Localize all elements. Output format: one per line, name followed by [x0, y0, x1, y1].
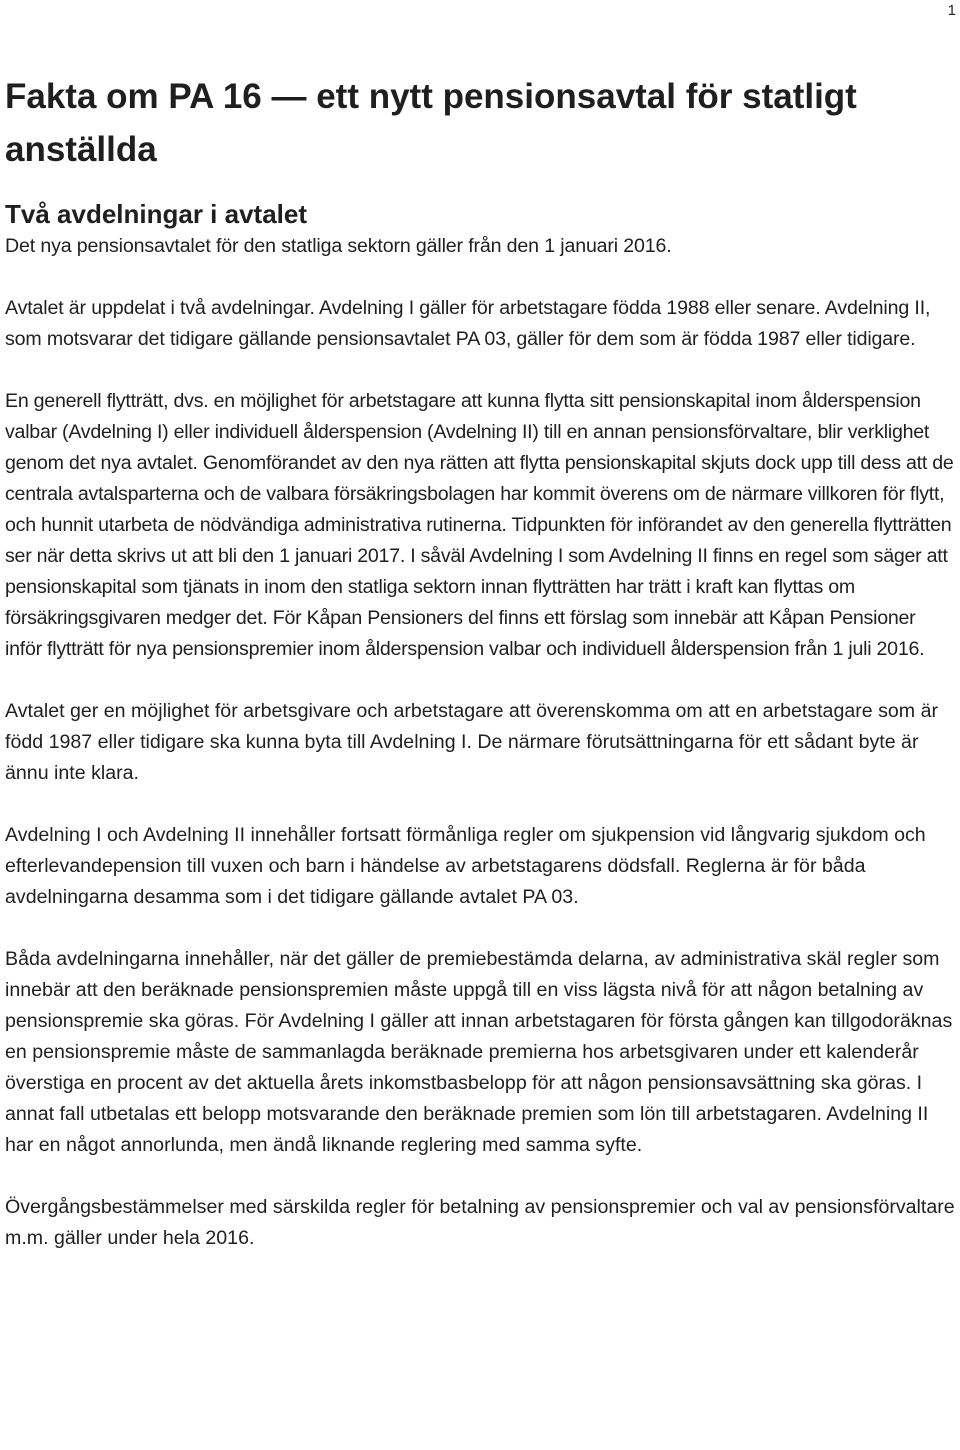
document-title: Fakta om PA 16 — ett nytt pensionsavtal för statligt anställda: [5, 77, 857, 169]
paragraph-transfer-right: En generell flytträtt, dvs. en möjlighet för arbetstagare att kunna flytta sitt pensionskapital inom ålderspension valbar (Avdelning I) eller individuell ålderspension (Avdelning II) till en annan pensionsförvaltare, blir verklighet genom det nya avtalet. Genomförandet av den nya rätten att flytta pensionskapital skjuts dock upp till dess att de centrala avtalsparterna och de valbara försäkringsbolagen har kommit överens om de närmare villkoren för flytt, och hunnit utarbeta de nödvändiga administrativa rutinerna. Tidpunkten för införandet av den generella flytträtten ser när detta skrivs ut att bli den 1 januari 2017. I såväl Avdelning I som Avdelning II finns en regel som säger att pensionskapital som tjänats in inom den statliga sektorn innan flytträtten har trätt i kraft kan flyttas om försäkringsgivaren medger det. För Kåpan Pensioners del finns ett förslag som innebär att Kåpan Pensioner inför flytträtt för nya pensionspremier inom ålderspension valbar och individuell ålderspension från 1 juli 2016.: [5, 390, 954, 660]
page-number: 1: [947, 2, 956, 19]
paragraph-transitional-rules: Övergångsbestämmelser med särskilda regler för betalning av pensionspremier och val av pensionsförvaltare m.m. gäller under hela 2016.: [5, 1196, 955, 1249]
paragraph-intro: Det nya pensionsavtalet för den statliga sektorn gäller från den 1 januari 2016.: [5, 235, 672, 257]
section-heading: Två avdelningar i avtalet: [5, 199, 308, 229]
paragraph-sickness-survivor: Avdelning I och Avdelning II innehåller fortsatt förmånliga regler om sjukpension vid långvarig sjukdom och efterlevandepension till vuxen och barn i händelse av arbetstagarens dödsfall. Reglerna är för båda avdelningarna desamma som i det tidigare gällande avtalet PA 03.: [5, 824, 926, 908]
paragraph-divisions: Avtalet är uppdelat i två avdelningar. Avdelning I gäller för arbetstagare födda 1988 eller senare. Avdelning II, som motsvarar det tidigare gällande pensionsavtalet PA 03, gäller för dem som är födda 1987 eller tidigare.: [5, 297, 931, 350]
paragraph-minimum-premium: Båda avdelningarna innehåller, när det gäller de premiebestämda delarna, av administrativa skäl regler som innebär att den beräknade pensionspremien måste uppgå till en viss lägsta nivå för att någon betalning av pensionspremie ska göras. För Avdelning I gäller att innan arbetstagaren för första gången kan tillgodoräknas en pensionspremie måste de sammanlagda beräknade premierna hos arbetsgivaren under ett kalenderår överstiga en procent av det aktuella årets inkomstbasbelopp för att någon pensionsavsättning ska göras. I annat fall utbetalas ett belopp motsvarande den beräknade premien som lön till arbetstagaren. Avdelning II har en något annorlunda, men ändå liknande reglering med samma syfte.: [5, 948, 953, 1156]
document-body: [5, 0, 957, 1254]
paragraph-switch-division: Avtalet ger en möjlighet för arbetsgivare och arbetstagare att överenskomma om att en arbetstagare som är född 1987 eller tidigare ska kunna byta till Avdelning I. De närmare förutsättningarna för ett sådant byte är ännu inte klara.: [5, 700, 938, 784]
